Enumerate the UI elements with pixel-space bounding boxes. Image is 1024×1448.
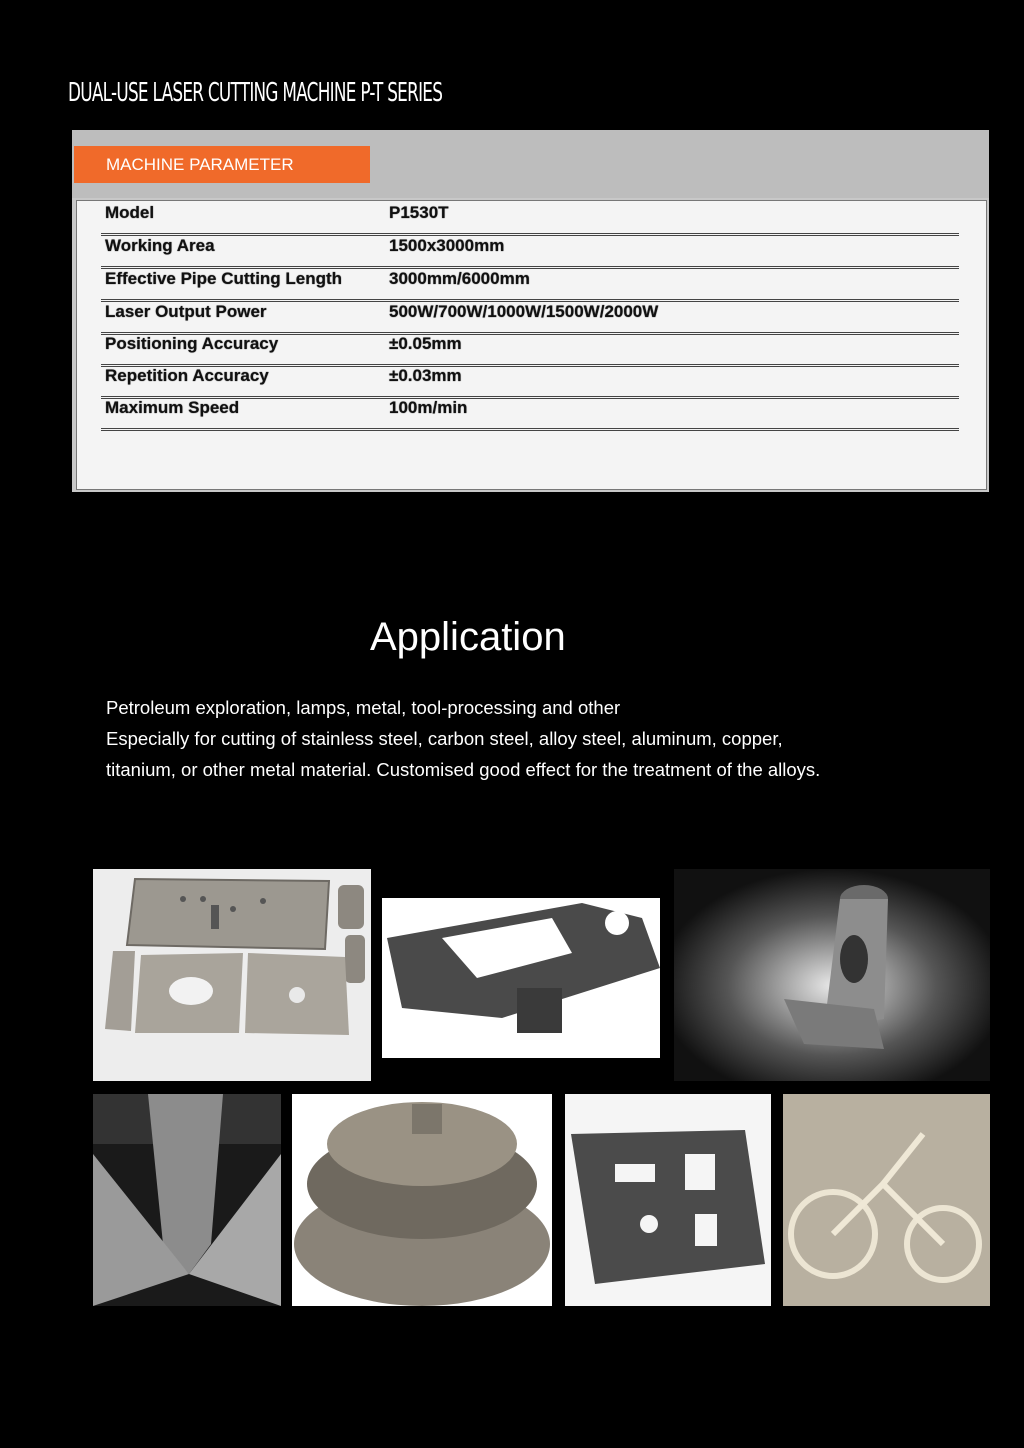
parameter-table [76,200,987,490]
table-row [101,234,959,269]
bent-part-photo [93,1094,281,1306]
application-line: Petroleum exploration, lamps, metal, tool-processing and other [106,697,621,718]
table-row [101,267,959,302]
param-value: 1500x3000mm [389,236,505,255]
param-value: P1530T [389,203,449,222]
gear-part-photo [292,1094,552,1306]
param-key: Repetition Accuracy [105,366,269,385]
application-line: titanium, or other metal material. Customised good effect for the treatment of the alloys. [106,759,821,780]
param-key: Model [105,203,155,222]
tube-part-photo [674,869,990,1081]
param-key: Effective Pipe Cutting Length [105,269,343,288]
page-title: DUAL-USE LASER CUTTING MACHINE P-T SERIES [68,78,443,108]
param-value: 3000mm/6000mm [389,269,530,288]
table-row [101,201,959,236]
cut-plates-photo [93,869,371,1081]
application-text [106,692,966,785]
param-key: Maximum Speed [105,398,240,417]
param-value: ±0.03mm [389,366,462,385]
param-key: Laser Output Power [105,302,267,321]
application-line: Especially for cutting of stainless steel, carbon steel, alloy steel, aluminum, copper, [106,728,783,749]
param-key: Positioning Accuracy [105,334,279,353]
table-row [101,300,959,335]
machine-parameter-panel [72,130,989,492]
table-row [101,364,959,399]
frame-part-photo [382,898,660,1058]
engraved-plate-photo [783,1094,990,1306]
cutout-plate-photo [565,1094,771,1306]
param-key: Working Area [105,236,215,255]
table-row [101,396,959,431]
param-value: 100m/min [389,398,468,417]
param-value: ±0.05mm [389,334,462,353]
section-tag: MACHINE PARAMETER [74,146,370,183]
application-title: Application [370,615,566,659]
table-row [101,332,959,367]
param-value: 500W/700W/1000W/1500W/2000W [389,302,659,321]
